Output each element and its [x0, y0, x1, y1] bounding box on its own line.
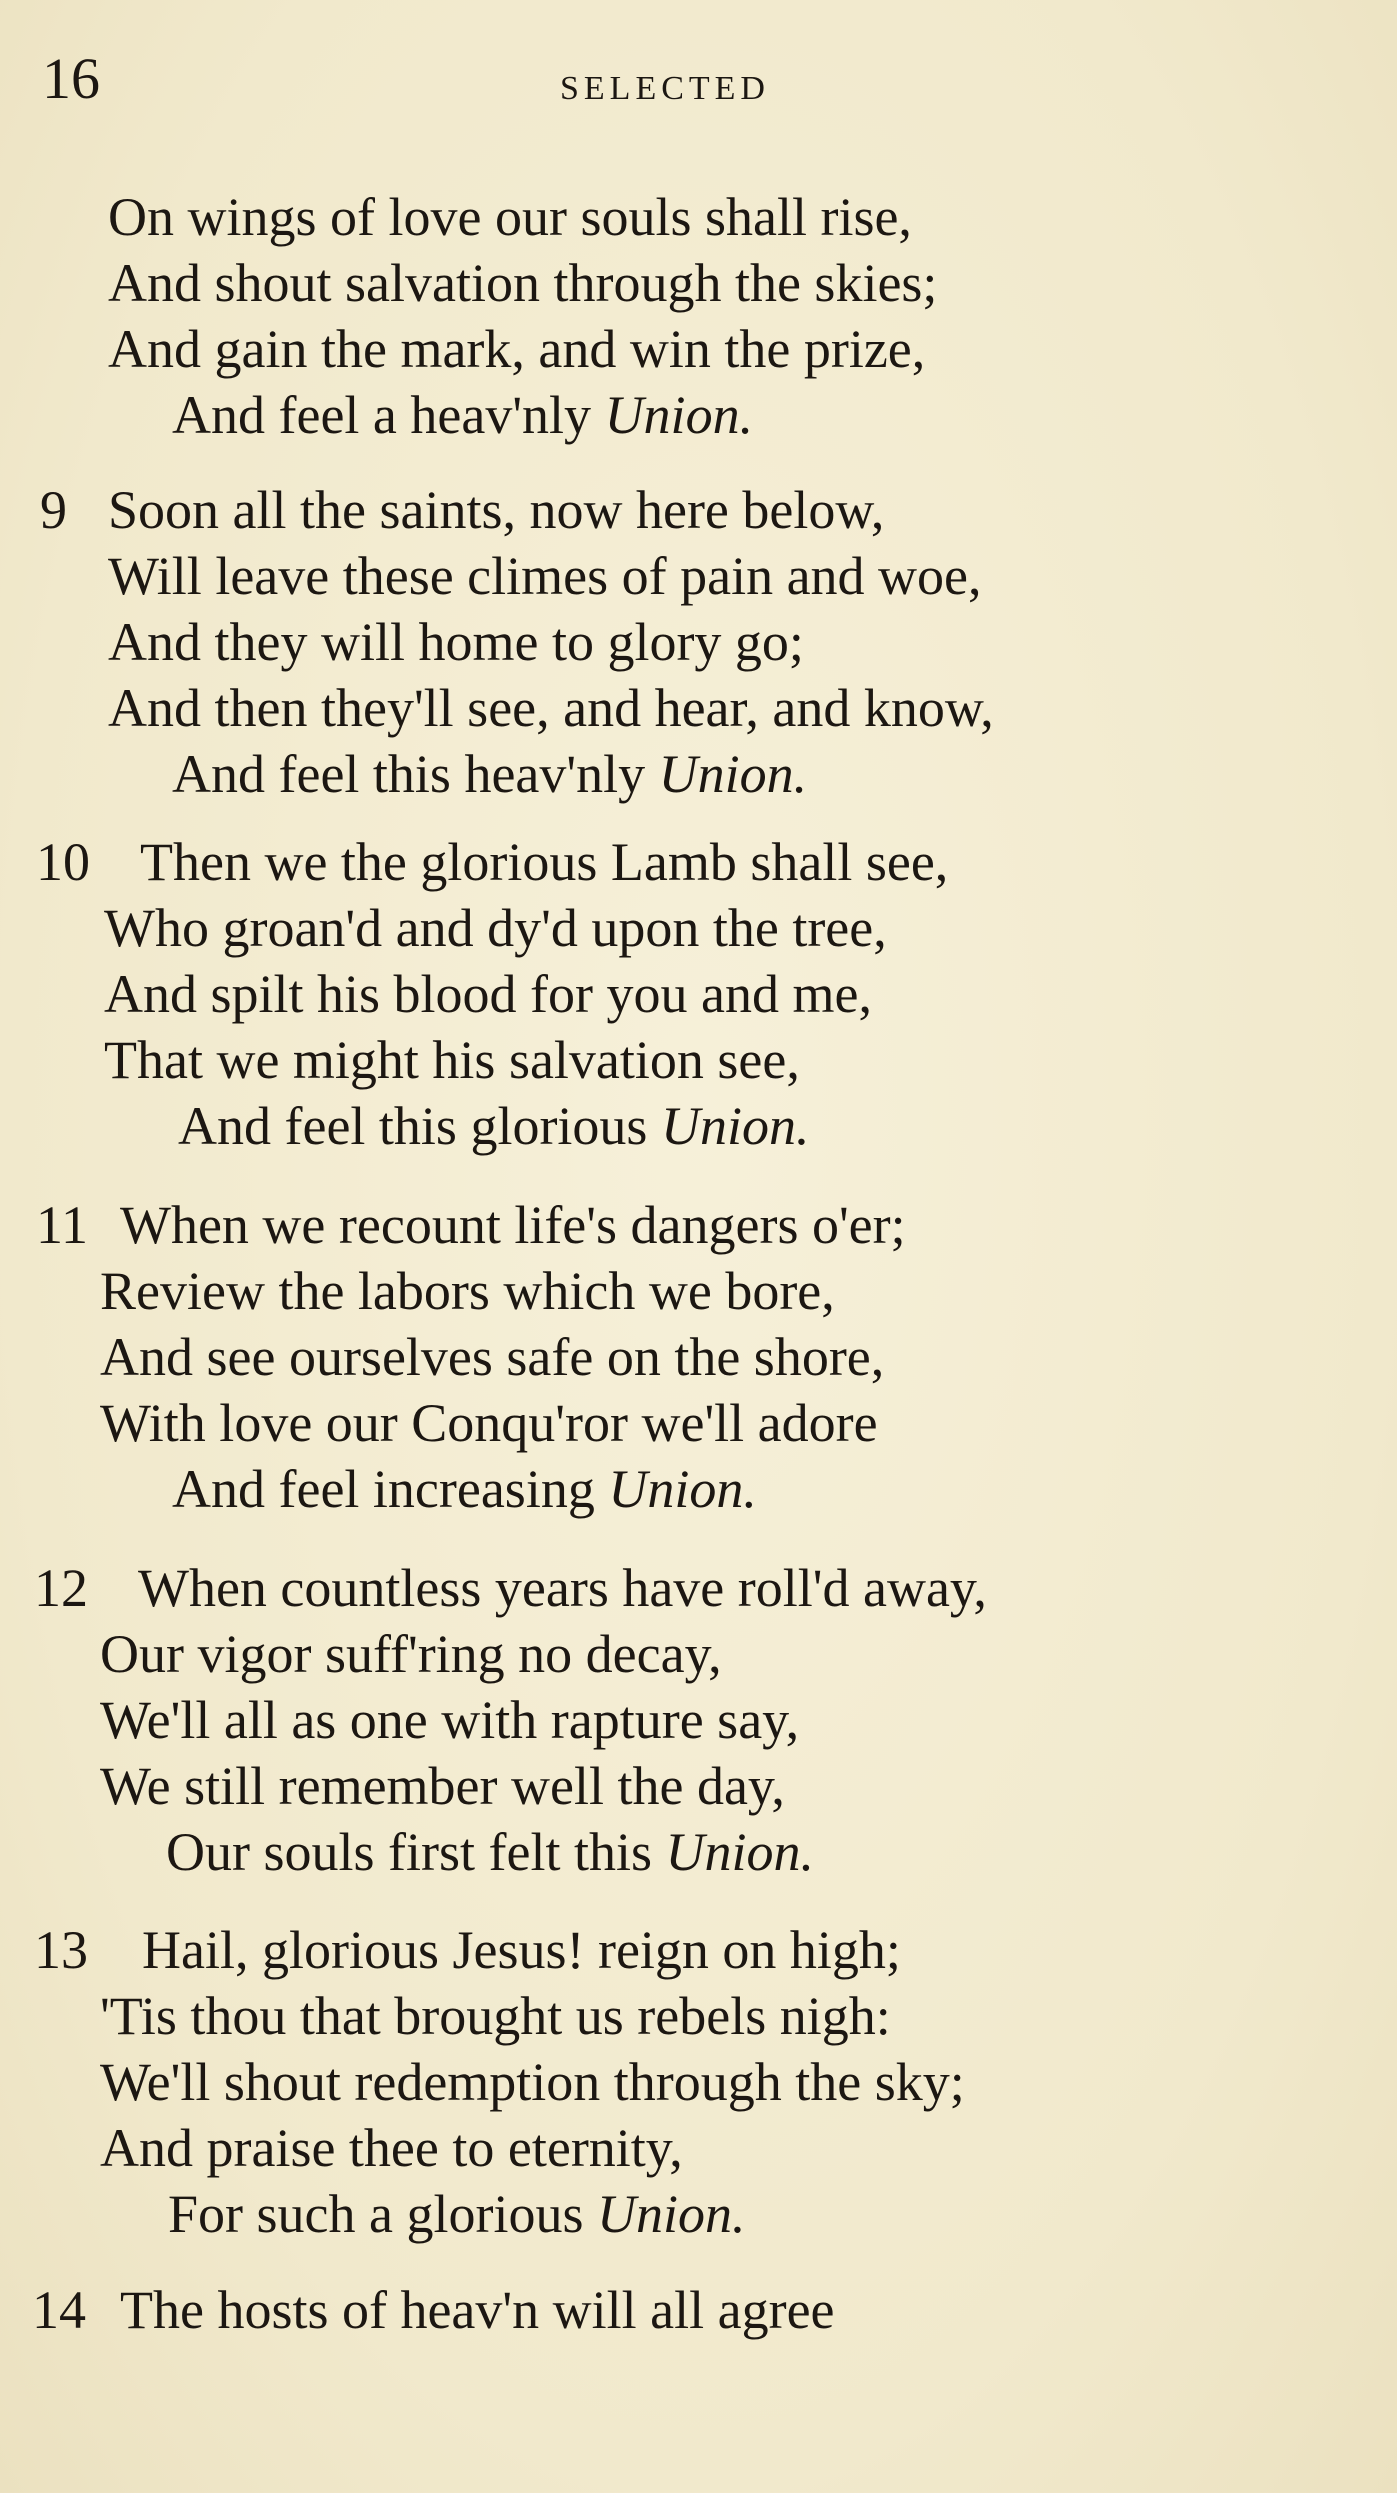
verse-line: Will leave these climes of pain and woe,: [108, 546, 982, 606]
verse-line: We'll shout redemption through the sky;: [100, 2052, 965, 2112]
verse-refrain-line: And feel this heav'nly Union.: [172, 744, 808, 804]
stanza-number: 9: [40, 480, 67, 540]
verse-line: With love our Conqu'ror we'll adore: [100, 1393, 878, 1453]
refrain-word: Union.: [660, 1096, 810, 1156]
stanza-number: 14: [32, 2280, 86, 2340]
verse-line: And shout salvation through the skies;: [108, 253, 938, 313]
verse-line: Hail, glorious Jesus! reign on high;: [142, 1920, 901, 1980]
running-title: SELECTED: [560, 70, 770, 107]
verse-refrain-line: Our souls first felt this Union.: [166, 1822, 814, 1882]
verse-line: That we might his salvation see,: [104, 1030, 800, 1090]
verse-line: On wings of love our souls shall rise,: [108, 187, 912, 247]
page-number: 16: [42, 46, 100, 111]
refrain-word: Union.: [658, 744, 808, 804]
refrain-word: Union.: [608, 1459, 757, 1519]
verse-line: And they will home to glory go;: [108, 612, 804, 672]
verse-refrain-line: For such a glorious Union.: [168, 2184, 746, 2244]
verse-line: The hosts of heav'n will all agree: [120, 2280, 835, 2340]
verse-line: Review the labors which we bore,: [100, 1261, 835, 1321]
stanza-number: 13: [34, 1920, 88, 1980]
verse-line: When we recount life's dangers o'er;: [120, 1195, 906, 1255]
verse-line: And see ourselves safe on the shore,: [100, 1327, 885, 1387]
verse-line: And spilt his blood for you and me,: [104, 964, 872, 1024]
refrain-word: Union.: [665, 1822, 814, 1882]
stanza-number: 10: [36, 832, 90, 892]
verse-line: We'll all as one with rapture say,: [100, 1690, 800, 1750]
refrain-word: Union.: [604, 385, 754, 445]
verse-line: We still remember well the day,: [100, 1756, 785, 1816]
verse-line: And praise thee to eternity,: [100, 2118, 683, 2178]
refrain-word: Union.: [596, 2184, 746, 2244]
verse-line: And gain the mark, and win the prize,: [108, 319, 926, 379]
verse-refrain-line: And feel a heav'nly Union.: [172, 385, 754, 445]
verse-refrain-line: And feel increasing Union.: [172, 1459, 757, 1519]
verse-line: Then we the glorious Lamb shall see,: [140, 832, 949, 892]
verse-refrain-line: And feel this glorious Union.: [178, 1096, 810, 1156]
verse-line: When countless years have roll'd away,: [138, 1558, 987, 1618]
verse-line: Soon all the saints, now here below,: [108, 480, 885, 540]
verse-line: And then they'll see, and hear, and know,: [108, 678, 994, 738]
verse-line: Our vigor suff'ring no decay,: [100, 1624, 722, 1684]
stanza-number: 11: [36, 1195, 88, 1255]
verse-line: Who groan'd and dy'd upon the tree,: [104, 898, 887, 958]
verse-line: 'Tis thou that brought us rebels nigh:: [100, 1986, 891, 2046]
stanza-number: 12: [34, 1558, 88, 1618]
